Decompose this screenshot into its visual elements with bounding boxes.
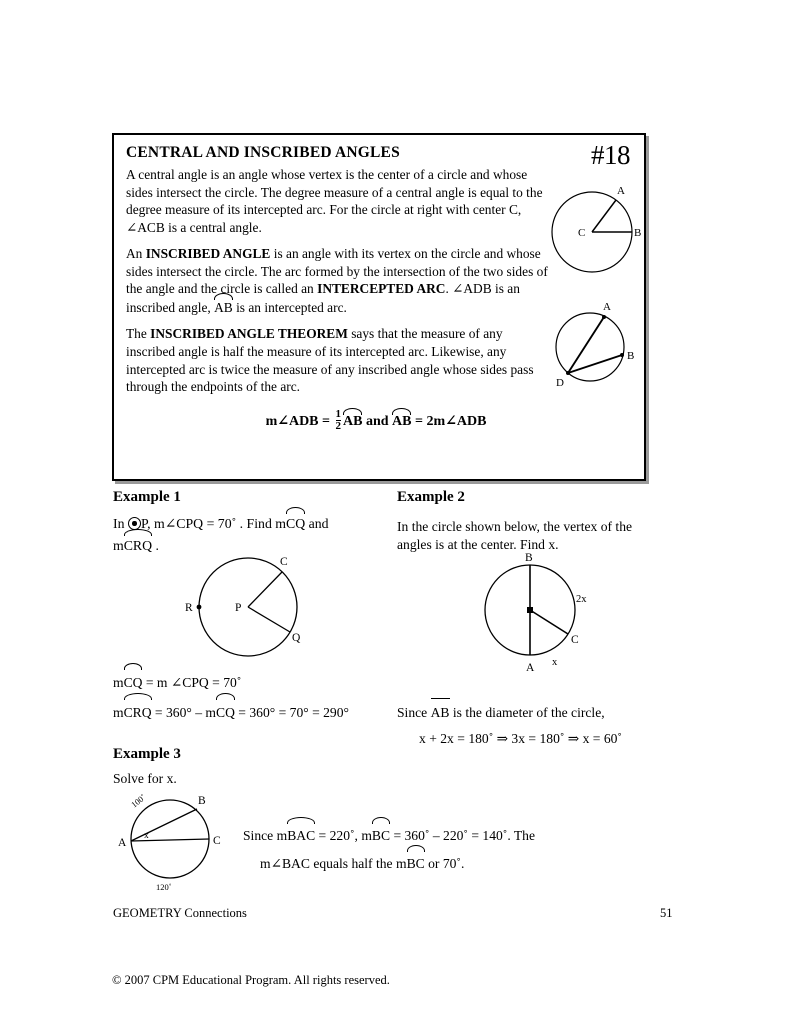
label-b: B (627, 350, 635, 362)
label-q: Q (292, 632, 301, 644)
reference-number-badge: #18 (591, 140, 630, 170)
ex3-w2-post: or 70˚. (424, 855, 465, 871)
label-r: R (185, 602, 193, 614)
label-c: C (280, 556, 288, 568)
label-b: B (525, 552, 533, 564)
example-3-diagram (112, 789, 240, 896)
label-a: A (118, 837, 127, 849)
label-2x: 2x (576, 594, 587, 605)
label-c: C (571, 634, 579, 646)
circle-outline (556, 313, 624, 381)
arc-label-cq-work2: CQ (216, 704, 235, 720)
label-x: x (552, 657, 558, 668)
label-b: B (198, 795, 206, 807)
p3-post: says that the measure of any inscribed angle is half the measure of its intercepted arc. Likewise, any intercepted arc is twice the measure of any inscribed angle whose sides pass through the endpoints of the arc. (126, 326, 534, 395)
radius-pc (530, 610, 568, 634)
segment-symbol-ab (431, 700, 450, 726)
ex3-w1-mid: = 220˚, m (315, 828, 372, 843)
label-c: C (213, 835, 221, 847)
ex1-w1-pre: m (113, 675, 124, 690)
example-1-block (113, 489, 393, 557)
ex3-w2-pre: m∠BAC equals half the m (260, 855, 407, 871)
radius-ca (592, 200, 616, 232)
point-b (620, 353, 624, 357)
point-a (602, 315, 606, 319)
circle-center-icon (128, 517, 141, 530)
radius-pc (248, 572, 282, 607)
chord-da (568, 317, 604, 373)
ex1-work-line-1 (113, 668, 413, 698)
ex2-w1-post: is the diameter of the circle, (449, 705, 605, 720)
example-3-svg (112, 789, 240, 891)
example-2-solution (397, 700, 667, 752)
p2-pre: An (126, 246, 146, 262)
formula-lhs: m∠ADB = (265, 413, 330, 429)
fraction-one-half (336, 409, 342, 432)
fraction-numerator: 1 (335, 407, 341, 420)
paragraph-central-angle (126, 166, 552, 236)
paragraph-central-angle-text: A central angle is an angle whose vertex is the center of a circle and whose sides intersect the circle. The degree measure of a central angle is equal to the degree measure of its intercepted arc. For the circle at right with center C, ∠ACB is a central angle. (126, 167, 543, 235)
ex1-prompt-post: and (305, 516, 329, 531)
ex3-work-line-2 (243, 850, 663, 878)
example-2-heading: Example 2 (397, 489, 465, 505)
example-3-solution (243, 822, 663, 877)
ex3-w1-post: = 360˚ – 220˚ = 140˚. The (390, 828, 536, 843)
arc-label-crq-work: CRQ (123, 704, 152, 720)
paragraph-inscribed-angle (126, 245, 548, 316)
p2-post2a: . ∠ADB is an inscribed angle, (126, 281, 520, 315)
formula-mid: and (362, 413, 393, 429)
ex1-work-line-2 (113, 698, 413, 728)
arc-label-bc: BC (371, 828, 391, 843)
arc-symbol-bac (287, 822, 315, 850)
example-1-svg (185, 549, 325, 667)
label-a: A (603, 301, 611, 313)
arc-symbol-ab (214, 298, 233, 317)
example-2-svg (480, 552, 605, 674)
inscribed-angle-diagram (548, 297, 644, 400)
p3-bold-theorem: INSCRIBED ANGLE THEOREM (150, 326, 348, 342)
example-1-heading: Example 1 (113, 489, 181, 505)
ex1-prompt-mid: P, m∠CPQ = 70˚ . Find m (140, 516, 287, 531)
fraction-denominator: 2 (335, 419, 341, 432)
footer-page-number: 51 (660, 906, 673, 920)
example-2-block (397, 489, 653, 555)
formula-arc-ab-1-label: AB (343, 413, 363, 429)
ex1-prompt-pre: In (113, 516, 128, 531)
label-d: D (556, 377, 564, 389)
p2-bold-intercepted-arc: INTERCEPTED ARC (317, 281, 446, 297)
arc-label-bc-2: BC (406, 855, 425, 871)
ex2-work-line-1 (397, 700, 667, 726)
example-3-heading: Example 3 (113, 746, 181, 762)
ex3-w1-pre: Since m (243, 828, 288, 843)
ex1-w2-post: = 360° = 70° = 290° (234, 704, 349, 720)
arc-label-cq-work: CQ (123, 675, 143, 690)
example-3-block (113, 746, 373, 789)
label-p: P (235, 602, 242, 614)
p3-pre: The (126, 326, 151, 342)
ex2-w1-pre: Since (397, 705, 431, 720)
ex3-work-line-1 (243, 822, 663, 850)
formula-arc-ab-2 (392, 413, 411, 430)
ex1-w2-mid: = 360° – m (151, 704, 216, 720)
ex1-prompt-end: . (152, 538, 160, 554)
arc-symbol-bc-2 (407, 850, 425, 878)
p2-bold-inscribed-angle: INSCRIBED ANGLE (145, 246, 271, 262)
example-1-diagram (185, 549, 325, 672)
ex1-w2-pre: m (113, 704, 124, 720)
chord-ac (131, 839, 209, 841)
label-arc-100: 100˚ (129, 792, 148, 810)
footer-book-title: GEOMETRY Connections (113, 906, 247, 920)
arc-symbol-cq-work2 (216, 698, 235, 728)
point-r (197, 605, 202, 610)
label-c: C (578, 227, 586, 239)
paragraph-inscribed-angle-theorem (126, 325, 552, 395)
chord-db (568, 355, 622, 373)
point-d (566, 371, 570, 375)
label-x: x (144, 831, 149, 841)
example-1-solution (113, 668, 413, 727)
ex1-w1-post: = m ∠CPQ = 70˚ (142, 675, 242, 690)
radius-pq (248, 607, 290, 632)
example-2-diagram (480, 552, 605, 679)
formula-arc-ab-2-label: AB (392, 413, 412, 429)
inscribed-angle-svg (548, 297, 644, 395)
inscribed-angle-formula (126, 407, 626, 433)
p2-post2b: is an intercepted arc. (232, 299, 347, 315)
copyright-notice: © 2007 CPM Educational Program. All rights reserved. (112, 973, 390, 987)
label-b: B (634, 227, 642, 239)
central-angle-svg (548, 174, 644, 284)
arc-symbol-cq (286, 512, 305, 534)
arc-label-bac: BAC (287, 828, 316, 843)
arc-label-crq: CRQ (123, 538, 153, 554)
ex2-work-line-2: x + 2x = 180˚ ⇒ 3x = 180˚ ⇒ x = 60˚ (419, 730, 622, 746)
label-a: A (617, 185, 625, 197)
segment-label-ab: AB (430, 705, 450, 720)
arc-symbol-bc (372, 822, 390, 850)
arc-label-ab: AB (214, 299, 233, 315)
page-title: CENTRAL AND INSCRIBED ANGLES (126, 144, 400, 161)
p2-post: is an angle with its vertex on the circle and whose sides intersect the circle. The arc formed by the intersection of the two sides of the angle and the circle is called an (126, 246, 548, 297)
arc-symbol-crq (124, 534, 152, 556)
label-arc-120: 120˚ (156, 882, 172, 891)
arc-label-cq: CQ (286, 516, 306, 531)
label-a: A (526, 662, 535, 674)
formula-arc-ab-1 (343, 413, 362, 430)
formula-rhs: = 2m∠ADB (414, 413, 487, 429)
arc-symbol-crq-work (124, 698, 152, 728)
example-2-prompt: In the circle shown below, the vertex of the angles is at the center. Find x. (397, 519, 633, 553)
center-point (527, 607, 533, 613)
ex1-prompt-m: m (113, 538, 124, 554)
example-3-prompt: Solve for x. (113, 771, 177, 786)
central-angle-diagram (548, 174, 644, 289)
